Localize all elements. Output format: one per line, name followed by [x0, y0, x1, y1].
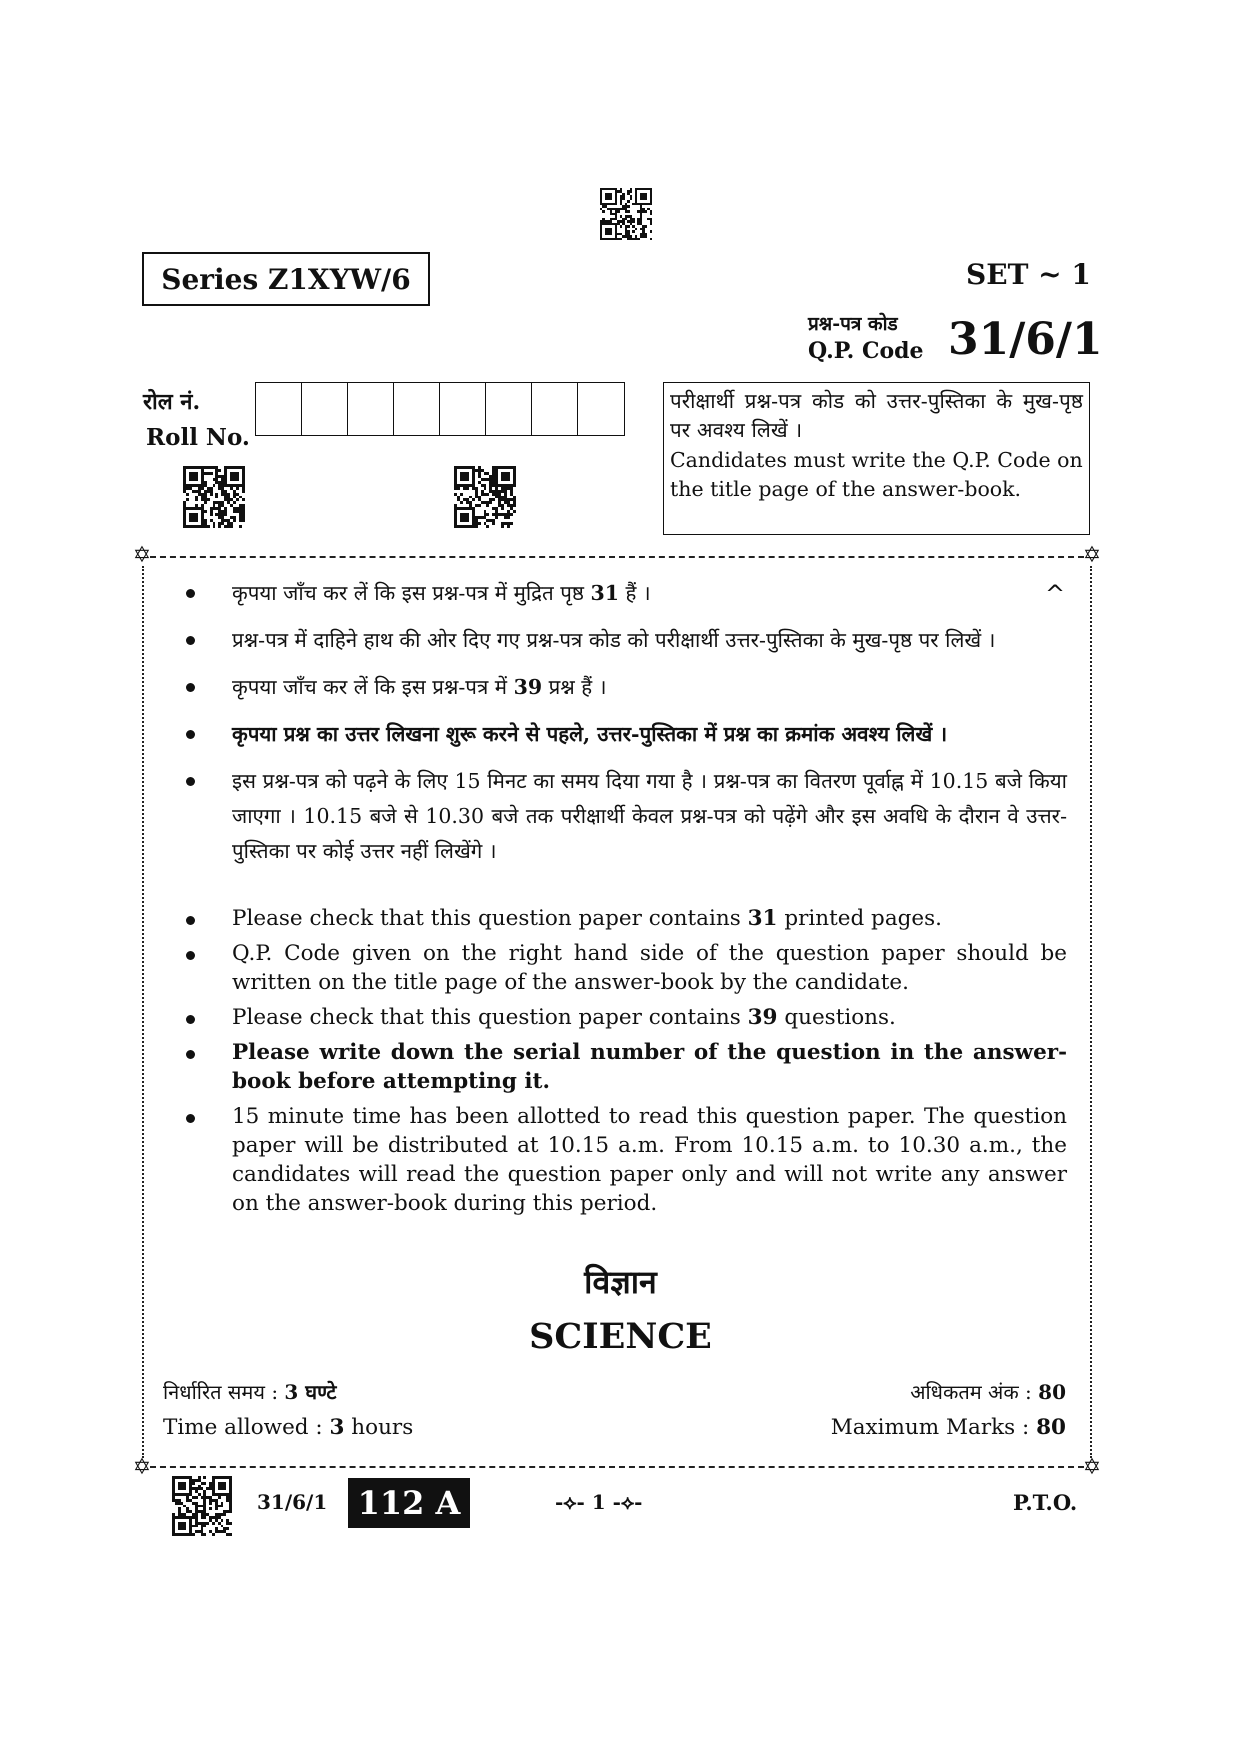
time-allowed-english: Time allowed : 3 hours — [163, 1415, 414, 1440]
roll-label-english: Roll No. — [146, 424, 250, 451]
qp-code: 31/6/1 — [948, 314, 1103, 365]
roll-number-box[interactable] — [348, 383, 394, 435]
roll-number-box[interactable] — [486, 383, 532, 435]
instructions-hindi — [185, 576, 1067, 881]
list-item: Please write down the serial number of the question in the answer-book before attempting it. — [185, 1038, 1067, 1096]
qp-code-note — [663, 382, 1090, 535]
maximum-marks-hindi: अधिकतम अंक : 80 — [910, 1380, 1066, 1404]
instructions-english — [185, 904, 1067, 1224]
qr-code-icon — [454, 466, 516, 528]
list-item: प्रश्न-पत्र में दाहिने हाथ की ओर दिए गए प्रश्न-पत्र कोड को परीक्षार्थी उत्तर-पुस्तिका के मुख-पृष्ठ पर लिखें । — [185, 623, 1067, 658]
roll-number-box[interactable] — [394, 383, 440, 435]
list-item: इस प्रश्न-पत्र को पढ़ने के लिए 15 मिनट का समय दिया गया है । प्रश्न-पत्र का वितरण पूर्वाह्न में 10.15 बजे किया जाएगा । 10.15 बजे से 10.30 बजे तक परीक्षार्थी केवल प्रश्न-पत्र को पढ़ेंगे और इस अवधि के दौरान वे उत्तर-पुस्तिका पर कोई उत्तर नहीं लिखेंगे । — [185, 764, 1067, 869]
maximum-marks-english: Maximum Marks : 80 — [830, 1415, 1066, 1440]
star-icon: ✡ — [132, 1455, 152, 1480]
star-icon: ✡ — [1082, 1455, 1102, 1480]
list-item: Please check that this question paper contains 31 printed pages. — [185, 904, 1067, 933]
footer-badge: 112 A — [348, 1478, 470, 1528]
qp-code-label-hindi: प्रश्न-पत्र कोड — [808, 313, 898, 335]
subject-title-hindi: विज्ञान — [584, 1263, 657, 1301]
qp-code-note-english: Candidates must write the Q.P. Code on the title page of the answer-book. — [670, 448, 1083, 501]
list-item: कृपया प्रश्न का उत्तर लिखना शुरू करने से पहले, उत्तर-पुस्तिका में प्रश्न का क्रमांक अवश्य लिखें । — [185, 717, 1067, 752]
qr-code-icon — [600, 188, 652, 240]
series-label: Series Z1XYW/6 — [142, 252, 430, 306]
list-item: कृपया जाँच कर लें कि इस प्रश्न-पत्र में मुद्रित पृष्ठ 31 हैं । — [185, 576, 1067, 611]
pto-label: P.T.O. — [1013, 1490, 1078, 1515]
footer-qp-code: 31/6/1 — [257, 1490, 328, 1514]
list-item: 15 minute time has been allotted to read this question paper. The question paper will be distributed at 10.15 a.m. From 10.15 a.m. to 10.30 a.m., the candidates will read the question paper only and will not write any answer on the answer-book during this period. — [185, 1102, 1067, 1218]
qr-code-icon — [183, 466, 245, 528]
roll-number-box[interactable] — [578, 383, 624, 435]
star-icon: ✡ — [132, 543, 152, 568]
page-number: -⟡- 1 -⟡- — [555, 1490, 643, 1514]
caret-mark: ^ — [1045, 580, 1066, 608]
list-item: Q.P. Code given on the right hand side of the question paper should be written on the title page of the answer-book by the candidate. — [185, 939, 1067, 997]
set-label: SET ~ 1 — [966, 258, 1091, 291]
list-item: Please check that this question paper contains 39 questions. — [185, 1003, 1067, 1032]
roll-number-box[interactable] — [256, 383, 302, 435]
list-item: कृपया जाँच कर लें कि इस प्रश्न-पत्र में 39 प्रश्न हैं । — [185, 670, 1067, 705]
roll-number-boxes[interactable] — [255, 382, 625, 436]
roll-number-box[interactable] — [302, 383, 348, 435]
qp-code-note-hindi: परीक्षार्थी प्रश्न-पत्र कोड को उत्तर-पुस्तिका के मुख-पृष्ठ पर अवश्य लिखें । — [670, 389, 1083, 442]
star-icon: ✡ — [1082, 543, 1102, 568]
barcode-icon — [172, 1476, 232, 1536]
subject-title-english: SCIENCE — [529, 1316, 712, 1357]
roll-number-box[interactable] — [440, 383, 486, 435]
qp-code-label-english: Q.P. Code — [808, 338, 924, 364]
roll-label-hindi: रोल नं. — [143, 389, 201, 415]
roll-number-box[interactable] — [532, 383, 578, 435]
time-allowed-hindi: निर्धारित समय : 3 घण्टे — [163, 1380, 337, 1404]
